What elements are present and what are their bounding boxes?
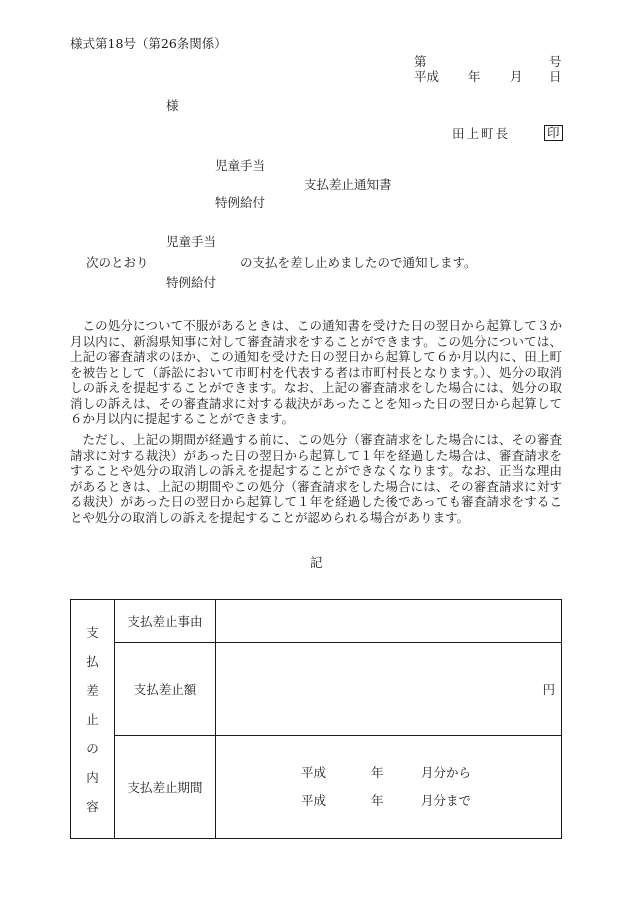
yen-unit: 円 — [542, 682, 555, 697]
date-era: 平成 — [414, 69, 440, 84]
appeal-paragraph-2: ただし、上記の期間が経過する前に、この処分（審査請求をした場合には、その審査請求に対する裁決）があった日の翌日から起算して１年を経過した場合は、審査請求をすることや処分の取消しの訴えを提起することができなくなります。なお、正当な理由があるときは、上記の期間やこの処分（審査請求をした場合には、その審査請求に対する裁決）があった日の翌日から起算して１年を経過した後であっても審査請求をすることや処分の取消しの訴えを提起することが認められる場合があります。 — [70, 432, 562, 525]
seal-box: 印 — [544, 125, 563, 141]
title-allowance-2: 特例給付 — [215, 195, 266, 210]
amount-value — [216, 643, 562, 736]
period-from-era: 平成 — [301, 765, 327, 780]
period-from-month: 月分から — [421, 765, 472, 780]
date-day: 日 — [549, 69, 562, 84]
period-to — [216, 787, 561, 815]
notice-suffix: の支払を差し止めましたので通知します。 — [240, 255, 477, 270]
side-char: 容 — [86, 798, 99, 814]
doc-number-suffix: 号 — [549, 54, 562, 69]
appeal-paragraph-1: この処分について不服があるときは、この通知書を受けた日の翌日から起算して３か月以内に、新潟県知事に対して審査請求をすることができます。この処分については、上記の審査請求のほか、この通知を受けた日の翌日から起算して６か月以内に、田上町を被告として（訴訟において市町村を代表する者は市町村長となります。）、処分の取消しの訴えを提起することができます。なお、上記の審査請求をした場合には、処分の取消しの訴えは、その審査請求に対する裁決があったことを知った日の翌日から起算して６か月以内に提起することができます。 — [70, 318, 562, 426]
notice-prefix: 次のとおり — [86, 255, 149, 270]
period-value — [216, 736, 562, 839]
table-side-heading — [71, 600, 115, 839]
period-to-year: 年 — [371, 793, 384, 808]
period-to-era: 平成 — [301, 793, 327, 808]
side-char: 差 — [86, 682, 99, 698]
ki-heading: 記 — [310, 555, 323, 570]
date-year: 年 — [468, 69, 481, 84]
side-char: 内 — [86, 769, 99, 785]
period-label: 支払差止期間 — [115, 736, 216, 839]
page-title: 支払差止通知書 — [304, 177, 392, 192]
date-month: 月 — [510, 69, 523, 84]
notice-allowance-2: 特例給付 — [166, 275, 217, 290]
issuer-seal — [544, 125, 563, 141]
period-from-year: 年 — [371, 765, 384, 780]
period-to-month: 月分まで — [421, 793, 472, 808]
reason-label: 支払差止事由 — [115, 600, 216, 643]
side-char: の — [86, 740, 99, 756]
payment-suspension-table — [70, 599, 562, 839]
side-char: 支 — [86, 624, 99, 640]
reason-value — [216, 600, 562, 643]
side-char: 払 — [86, 653, 99, 669]
addressee-honorific: 様 — [166, 98, 179, 113]
form-number: 様式第18号（第26条関係） — [70, 36, 227, 51]
period-from — [216, 759, 561, 787]
side-char: 止 — [86, 711, 99, 727]
amount-label: 支払差止額 — [115, 643, 216, 736]
notice-allowance-1: 児童手当 — [166, 234, 217, 249]
doc-number-prefix: 第 — [414, 54, 427, 69]
issuer-name: 田上町長 — [452, 126, 511, 141]
title-allowance-1: 児童手当 — [215, 158, 266, 173]
